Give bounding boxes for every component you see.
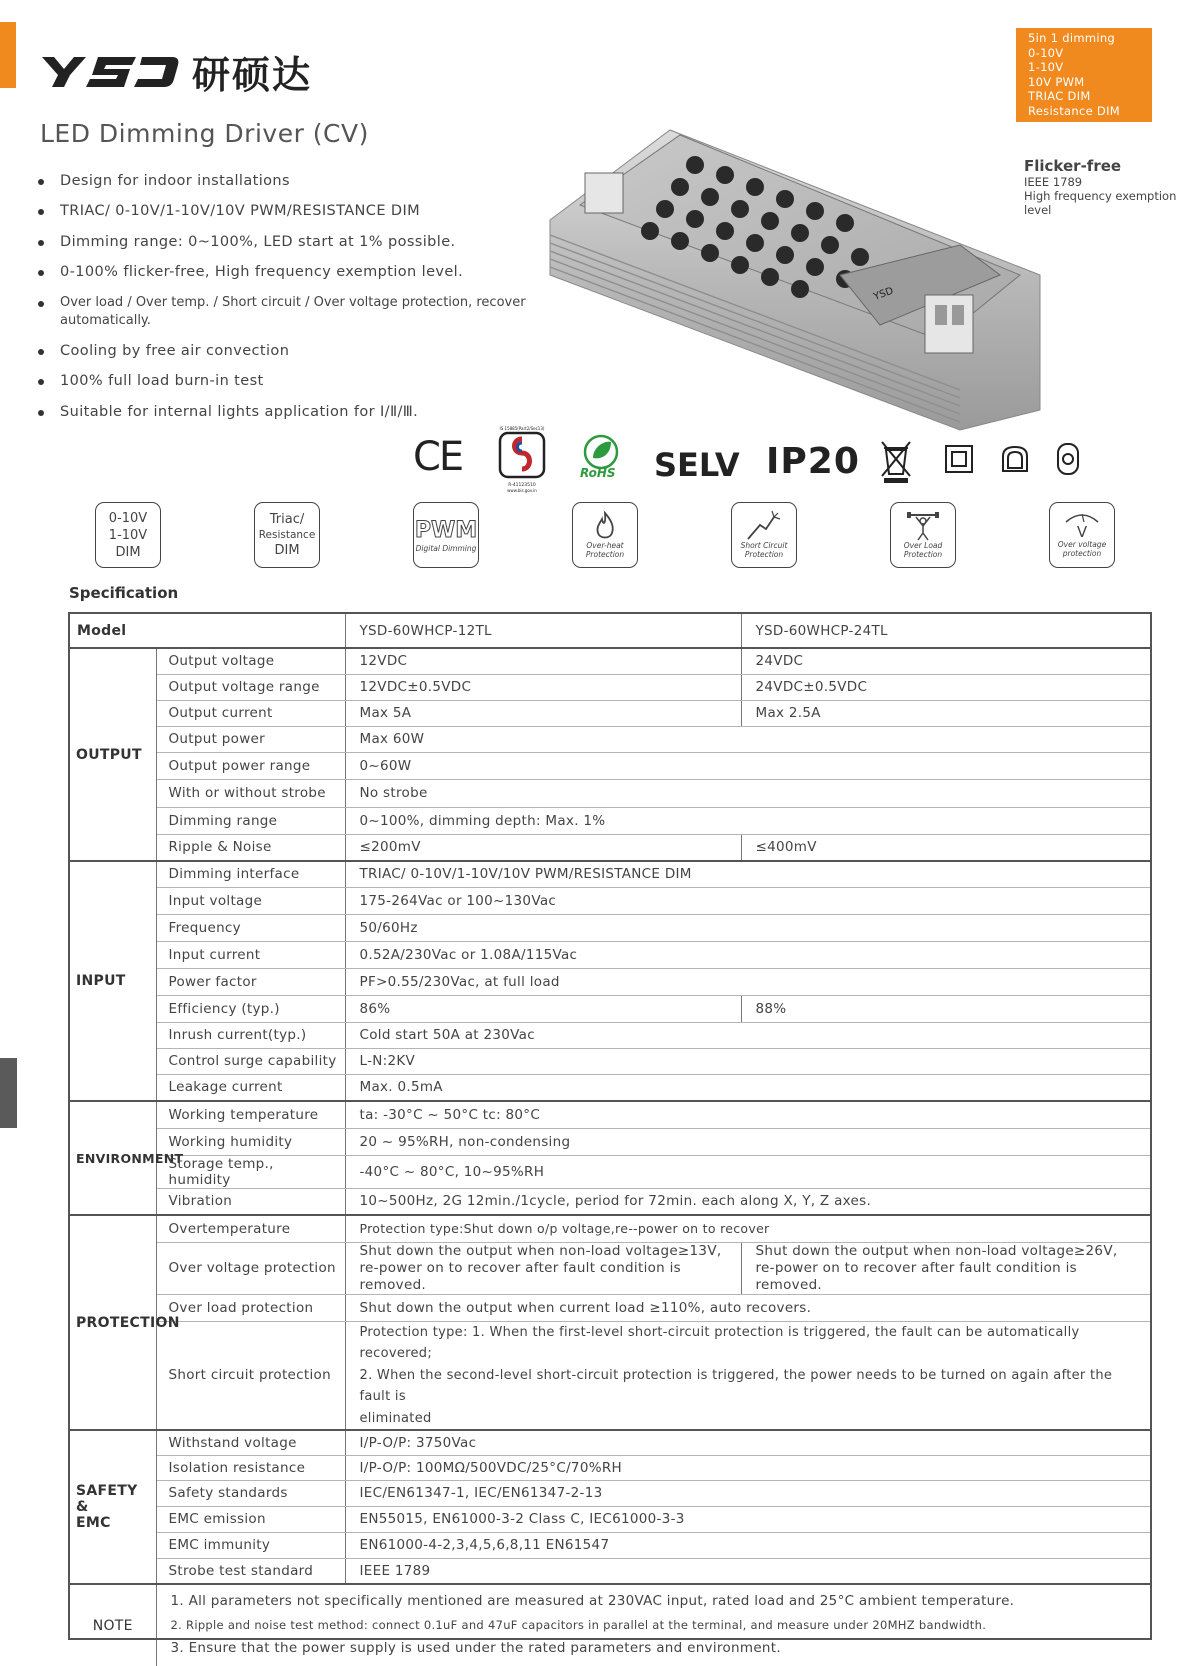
row-value: 86% <box>345 995 741 1022</box>
row-value: IEC/EN61347-1, IEC/EN61347-2-13 <box>345 1480 1152 1506</box>
ip20-mark: IP20 <box>766 441 860 482</box>
row-value: EN55015, EN61000-3-2 Class C, IEC61000-3-3 <box>345 1506 1152 1532</box>
row-value: 175-264Vac or 100~130Vac <box>345 887 1152 914</box>
table-row <box>68 807 1152 834</box>
row-label: Inrush current(typ.) <box>156 1022 345 1048</box>
row-value: ≤400mV <box>741 834 1152 861</box>
ysd-logo-icon <box>40 53 180 89</box>
table-row <box>68 726 1152 752</box>
row-label: Over load protection <box>156 1294 345 1321</box>
row-label: Vibration <box>156 1188 345 1215</box>
row-label: Working humidity <box>156 1128 345 1155</box>
table-row <box>68 1101 1152 1128</box>
group-label: PROTECTION <box>68 1215 156 1430</box>
dimming-mode-line: 10V PWM <box>1028 74 1085 89</box>
row-label: Input current <box>156 941 345 968</box>
table-row <box>68 941 1152 968</box>
row-value: 88% <box>741 995 1152 1022</box>
row-value: Max. 0.5mA <box>345 1074 1152 1101</box>
note-row <box>68 1584 1152 1666</box>
row-value: 50/60Hz <box>345 914 1152 941</box>
feature-icon-row <box>0 502 1200 572</box>
table-row <box>68 779 1152 807</box>
row-value: Shut down the output when non-load voltage≥26V, re-power on to recover after fault condition is removed. <box>741 1242 1152 1294</box>
class-ii-driver-icon <box>1056 442 1080 476</box>
feature-item: Cooling by free air convection <box>36 342 556 360</box>
table-row <box>68 1128 1152 1155</box>
rohs-mark: RoHS <box>578 432 624 478</box>
dim-0-10v-icon: 0-10V 1-10V DIM <box>95 502 161 568</box>
row-value: TRIAC/ 0-10V/1-10V/10V PWM/RESISTANCE DIM <box>345 861 1152 887</box>
row-label: Input voltage <box>156 887 345 914</box>
row-value: Shut down the output when non-load voltage≥13V, re-power on to recover after fault condition is removed. <box>345 1242 741 1294</box>
row-value: I/P-O/P: 3750Vac <box>345 1430 1152 1455</box>
row-value: 24VDC±0.5VDC <box>741 674 1152 700</box>
row-label: Output voltage <box>156 648 345 674</box>
table-row <box>68 1215 1152 1242</box>
table-row <box>68 648 1152 674</box>
row-value: 12VDC <box>345 648 741 674</box>
table-row <box>68 1242 1152 1294</box>
row-value: I/P-O/P: 100MΩ/500VDC/25°C/70%RH <box>345 1455 1152 1480</box>
row-value: PF>0.55/230Vac, at full load <box>345 968 1152 995</box>
row-value: 0~100%, dimming depth: Max. 1% <box>345 807 1152 834</box>
group-label: SAFETY & EMC <box>68 1430 156 1584</box>
feature-item: Dimming range: 0~100%, LED start at 1% possible. <box>36 233 556 251</box>
table-row <box>68 968 1152 995</box>
dimming-mode-line: 1-10V <box>1028 60 1064 74</box>
table-row <box>68 1455 1152 1480</box>
product-photo <box>540 125 1080 435</box>
row-label: Control surge capability <box>156 1048 345 1074</box>
dimming-mode-line: 5in 1 dimming <box>1028 31 1116 45</box>
row-value: L-N:2KV <box>345 1048 1152 1074</box>
model-value: YSD-60WHCP-24TL <box>741 614 1152 648</box>
row-label: Power factor <box>156 968 345 995</box>
row-label: Dimming interface <box>156 861 345 887</box>
side-tab-marker <box>0 1058 17 1128</box>
table-row <box>68 752 1152 779</box>
row-value: No strobe <box>345 779 1152 807</box>
triac-dim-icon: Triac/ Resistance DIM <box>254 502 320 568</box>
short-circuit-icon: Short Circuit Protection <box>731 502 797 568</box>
row-value: 12VDC±0.5VDC <box>345 674 741 700</box>
table-row <box>68 1294 1152 1321</box>
row-label: Overtemperature <box>156 1215 345 1242</box>
row-label: Dimming range <box>156 807 345 834</box>
row-label: Output power range <box>156 752 345 779</box>
row-value: Protection type: 1. When the first-level short-circuit protection is triggered, the fault can be automatically recovered; 2. When the second-level short-circuit protection is triggered, the power needs to be turned on again after the fault is eliminated <box>345 1321 1152 1430</box>
row-value: Shut down the output when current load ≥110%, auto recovers. <box>345 1294 1152 1321</box>
row-value: ta: -30°C ~ 50°C tc: 80°C <box>345 1101 1152 1128</box>
table-row <box>68 1506 1152 1532</box>
flicker-title: Flicker-free <box>1024 157 1122 175</box>
pwm-dimming-icon: PWM Digital Dimming <box>413 502 479 568</box>
row-label: Working temperature <box>156 1101 345 1128</box>
feature-item: 0-100% flicker-free, High frequency exemption level. <box>36 263 556 281</box>
feature-item: Suitable for internal lights application for Ⅰ/Ⅱ/Ⅲ. <box>36 403 556 421</box>
row-label: With or without strobe <box>156 779 345 807</box>
certification-row <box>0 426 1200 493</box>
row-label: EMC emission <box>156 1506 345 1532</box>
row-label: Frequency <box>156 914 345 941</box>
table-row <box>68 861 1152 887</box>
feature-item: Design for indoor installations <box>36 172 556 190</box>
row-value: Max 2.5A <box>741 700 1152 726</box>
table-row <box>68 1048 1152 1074</box>
row-label: EMC immunity <box>156 1532 345 1558</box>
row-value: 0.52A/230Vac or 1.08A/115Vac <box>345 941 1152 968</box>
table-row <box>68 1480 1152 1506</box>
selv-mark: SELV <box>654 446 740 484</box>
feature-item: TRIAC/ 0-10V/1-10V/10V PWM/RESISTANCE DIM <box>36 202 556 220</box>
row-value: 10~500Hz, 2G 12min./1cycle, period for 72min. each along X, Y, Z axes. <box>345 1188 1152 1215</box>
weee-bin-icon <box>880 440 912 484</box>
row-value: IEEE 1789 <box>345 1558 1152 1584</box>
table-row <box>68 1558 1152 1584</box>
row-label: Strobe test standard <box>156 1558 345 1584</box>
svg-text:YSD: YSD <box>872 285 895 303</box>
row-value: Max 60W <box>345 726 1152 752</box>
dimming-mode-line: TRIAC DIM <box>1028 89 1091 103</box>
table-row <box>68 1188 1152 1215</box>
dimming-mode-line: 0-10V <box>1028 45 1064 60</box>
row-label: Over voltage protection <box>156 1242 345 1294</box>
side-tab-accent <box>0 22 16 88</box>
group-label: ENVIRONMENT <box>68 1101 156 1215</box>
table-row <box>68 834 1152 861</box>
group-label: INPUT <box>68 861 156 1101</box>
row-label: Output current <box>156 700 345 726</box>
row-label: Efficiency (typ.) <box>156 995 345 1022</box>
double-insulation-icon <box>944 444 974 474</box>
row-label: Storage temp., humidity <box>156 1155 345 1188</box>
brand-logo <box>40 50 313 97</box>
independent-driver-icon <box>1000 444 1030 474</box>
over-load-icon: Over Load Protection <box>890 502 956 568</box>
row-label: Leakage current <box>156 1074 345 1101</box>
dimming-mode-line: Resistance DIM <box>1028 103 1120 118</box>
table-row <box>68 700 1152 726</box>
model-value: YSD-60WHCP-12TL <box>345 614 741 648</box>
spec-heading: Specification <box>69 584 179 602</box>
over-heat-icon: Over-heat Protection <box>572 502 638 568</box>
table-row <box>68 914 1152 941</box>
row-value: Max 5A <box>345 700 741 726</box>
flicker-standard: IEEE 1789 <box>1024 175 1083 189</box>
table-row <box>68 1155 1152 1188</box>
row-value: Protection type:Shut down o/p voltage,re--power on to recover <box>345 1215 1152 1242</box>
table-row <box>68 1321 1152 1430</box>
table-row <box>68 1532 1152 1558</box>
model-row <box>68 614 1152 648</box>
row-label: Output power <box>156 726 345 752</box>
dimming-modes-badge <box>1016 28 1152 122</box>
row-label: Ripple & Noise <box>156 834 345 861</box>
group-label: OUTPUT <box>68 648 156 861</box>
row-label: Withstand voltage <box>156 1430 345 1455</box>
ce-mark: CE <box>413 434 463 480</box>
row-value: ≤200mV <box>345 834 741 861</box>
table-row <box>68 995 1152 1022</box>
product-title: LED Dimming Driver (CV) <box>40 119 369 148</box>
row-value: 24VDC <box>741 648 1152 674</box>
table-row <box>68 1022 1152 1048</box>
table-row <box>68 1430 1152 1455</box>
row-value: -40°C ~ 80°C, 10~95%RH <box>345 1155 1152 1188</box>
row-label: Safety standards <box>156 1480 345 1506</box>
table-row <box>68 1074 1152 1101</box>
row-value: EN61000-4-2,3,4,5,6,8,11 EN61547 <box>345 1532 1152 1558</box>
row-label: Output voltage range <box>156 674 345 700</box>
feature-list <box>36 172 556 433</box>
feature-item: 100% full load burn-in test <box>36 372 556 390</box>
brand-name-cn: 研硕达 <box>192 52 313 97</box>
row-label: Short circuit protection <box>156 1321 345 1430</box>
row-value: 20 ~ 95%RH, non-condensing <box>345 1128 1152 1155</box>
spec-table <box>68 614 1152 1666</box>
feature-item: Over load / Over temp. / Short circuit / Over voltage protection, recover automatically. <box>36 294 556 330</box>
row-value: 0~60W <box>345 752 1152 779</box>
note-label: NOTE <box>68 1584 156 1666</box>
row-label: Isolation resistance <box>156 1455 345 1480</box>
model-label: Model <box>68 614 345 648</box>
over-voltage-icon: V Over voltage protection <box>1049 502 1115 568</box>
table-row <box>68 674 1152 700</box>
flicker-level: High frequency exemption level <box>1024 189 1177 217</box>
note-text: 1. All parameters not specifically mentioned are measured at 230VAC input, rated load and 25°C ambient temperature. 2. Ripple and noise test method: connect 0.1uF and 47uF capacitors in parallel at the terminal, and measure under 20MHZ bandwidth. 3. Ensure that the power supply is used under the rated parameters and environment. <box>170 1593 1015 1657</box>
table-row <box>68 887 1152 914</box>
row-value: Cold start 50A at 230Vac <box>345 1022 1152 1048</box>
bis-mark-icon: IS 15885(Part2/Sec13) R-41123510 www.bis.gov.in <box>499 426 545 493</box>
